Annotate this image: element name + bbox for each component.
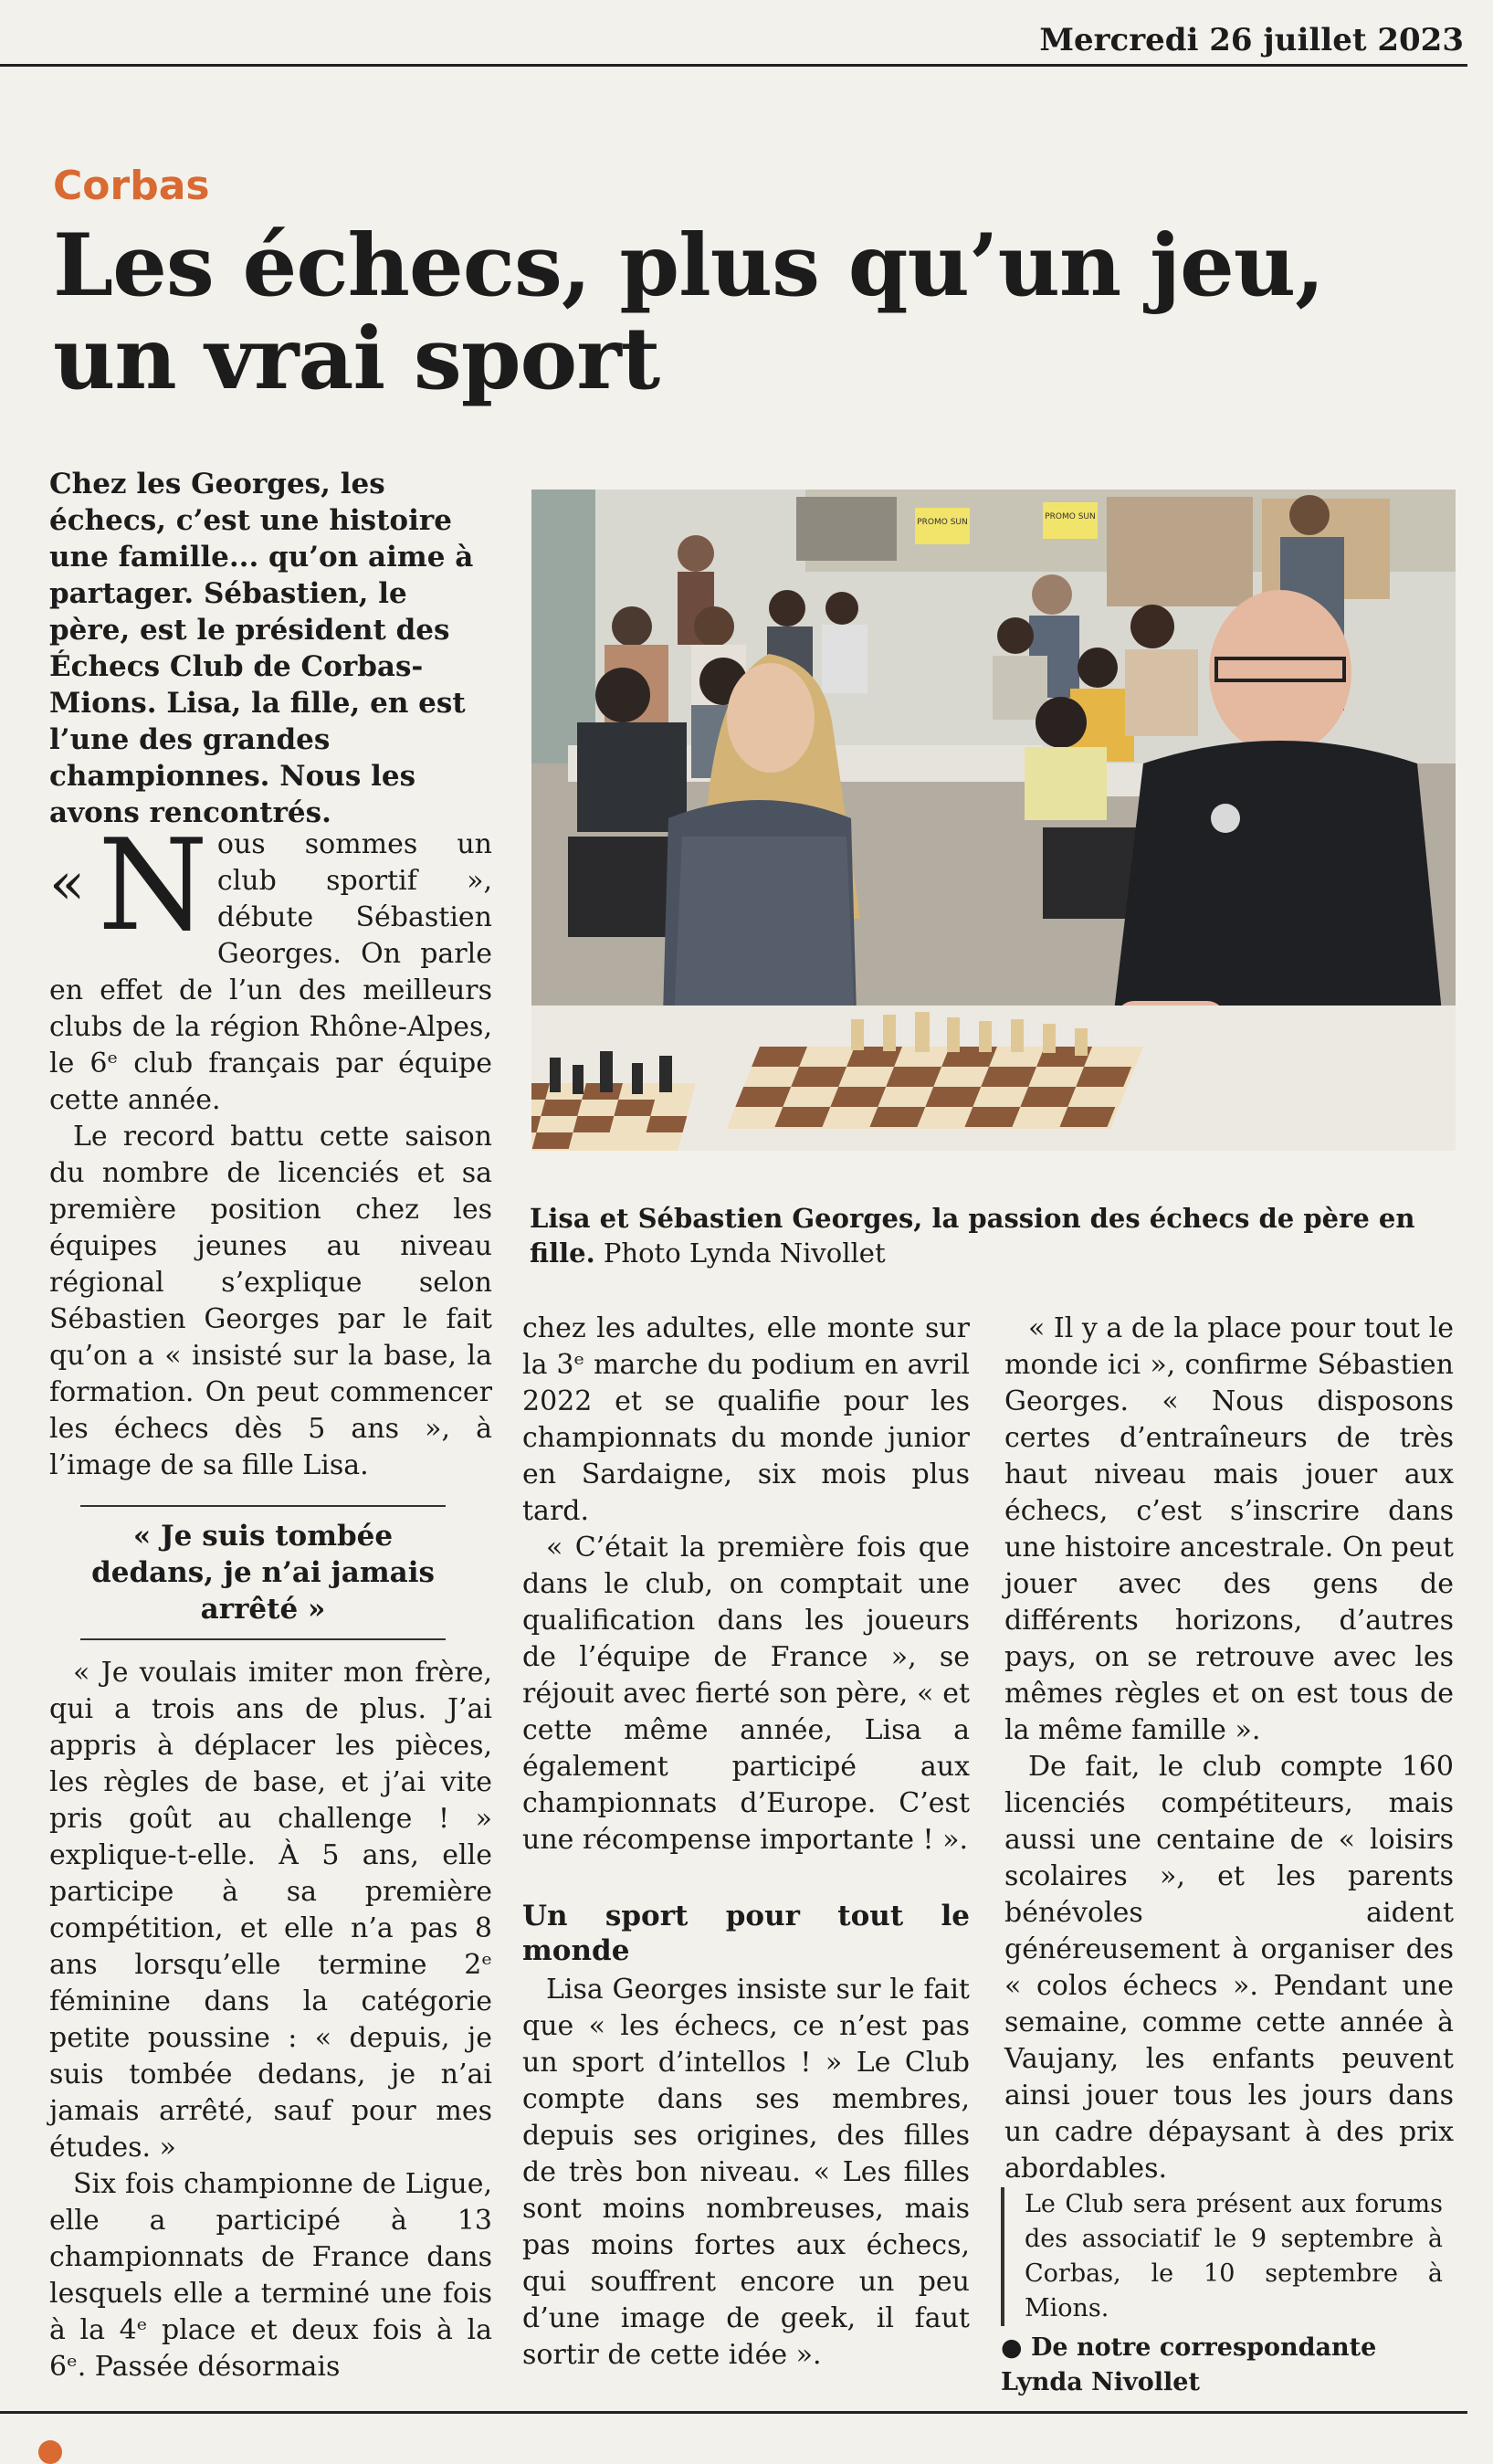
column-1-bottom — [49, 1655, 492, 2385]
section-subhead: Un sport pour tout le monde — [522, 1900, 970, 1967]
caption-text: Lisa et Sébastien Georges, la passion des échecs de père en fille. — [530, 1203, 1415, 1269]
section-kicker: Corbas — [53, 163, 210, 209]
signature-role: ● De notre correspondante — [1001, 2333, 1377, 2362]
photo-caption — [530, 1201, 1456, 1270]
issue-date: Mercredi 26 juillet 2023 — [1039, 22, 1464, 58]
article-photo — [531, 490, 1456, 1151]
column-2 — [522, 1311, 970, 2374]
paragraph: chez les adultes, elle monte sur la 3ᵉ marche du podium en avril 2022 et se qualifie pour les championnats du monde junior en Sardaigne, six mois plus tard. — [522, 1312, 970, 1527]
paragraph: Le record battu cette saison du nombre de licenciés et sa première position chez les équipes jeunes au niveau régional s’explique selon Sébastien Georges par le fait qu’on a « insisté sur la base, la formation. On peut commencer les échecs dès 5 ans », à l’image de sa fille Lisa. — [49, 1121, 492, 1481]
paragraph: Lisa Georges insiste sur le fait que « les échecs, ce n’est pas un sport d’intellos ! » Le Club compte dans ses membres, depuis ses origines, des filles de très bon niveau. « Les filles sont moins nombreuses, mais pas moins fortes aux échecs, qui souffrent encore un peu d’une image de geek, il faut sortir de cette idée ». — [522, 1974, 970, 2371]
footer-rule — [0, 2411, 1467, 2414]
header-rule — [0, 64, 1467, 67]
paragraph: Six fois championne de Ligue, elle a participé à 13 championnats de France dans lesquels elle a terminé une fois à la 4ᵉ place et deux fois à la 6ᵉ. Passée désormais — [49, 2168, 492, 2383]
info-box: Le Club sera présent aux forums des associatif le 9 septembre à Corbas, le 10 septembre à Mions. — [1001, 2187, 1443, 2326]
article-opening-paragraph — [49, 812, 492, 1119]
footer-dot-icon — [38, 2440, 62, 2464]
article-headline: Les échecs, plus qu’un jeu, un vrai sport — [53, 216, 1324, 409]
article-lead: Chez les Georges, les échecs, c’est une histoire une famille... qu’on aime à partager. Sébastien, le père, est le président des Échecs Club de Corbas-Mions. Lisa, la fille, en est l’une des grandes championnes. Nous les avons rencontrés. — [49, 468, 474, 829]
column-1-top — [49, 812, 492, 1484]
signature-name: Lynda Nivollet — [1001, 2368, 1200, 2396]
paragraph: De fait, le club compte 160 licenciés compétiteurs, mais aussi une centaine de « loisirs scolaires », et les parents bénévoles aident généreusement à organiser des « colos échecs ». Pendant une semaine, comme cette année à Vaujany, les enfants peuvent ainsi jouer tous les jours dans un cadre dépaysant à des prix abordables. — [1004, 1751, 1454, 2185]
paragraph: « Je voulais imiter mon frère, qui a trois ans de plus. J’ai appris à déplacer les pièces, les règles de base, et j’ai vite pris goût au challenge ! » explique-t-elle. À 5 ans, elle participe à sa première compétition, et elle n’a pas 8 ans lorsqu’elle termine 2ᵉ féminine dans la catégorie petite poussine : « depuis, je suis tombée dedans, je n’ai jamais arrêté, sauf pour mes études. » — [49, 1657, 492, 2164]
paragraph: « Il y a de la place pour tout le monde ici », confirme Sébastien Georges. « Nous disposons certes d’entraîneurs de très haut niveau mais jouer aux échecs, c’est s’inscrire dans une histoire ancestrale. On peut jouer avec des gens de différents horizons, d’autres pays, on se retrouve avec les mêmes règles et on est tous de la même famille ». — [1004, 1312, 1454, 1746]
opening-text: ous sommes un club sportif », débute Sébastien Georges. On parle en effet de l’un des meilleurs clubs de la région Rhône-Alpes, le 6ᵉ club français par équipe cette année. — [49, 828, 492, 1116]
paragraph: « C’était la première fois que dans le club, on comptait une qualification dans les joueurs de l’équipe de France », se réjouit avec fierté son père, « et cette même année, Lisa a également participé aux championnats d’Europe. C’est une récompense importante ! ». — [522, 1532, 970, 1856]
poster-label: PROMO SUN — [1045, 512, 1096, 521]
author-signature — [1001, 2331, 1457, 2400]
opening-guillemet: « — [49, 850, 86, 918]
photo-illustration — [531, 490, 1456, 1151]
poster-label: PROMO SUN — [917, 518, 968, 527]
drop-cap: N — [98, 812, 208, 959]
photo-credit: Photo Lynda Nivollet — [603, 1237, 886, 1269]
pull-quote: « Je suis tombée dedans, je n’ai jamais arrêté » — [80, 1505, 446, 1640]
column-3 — [1004, 1311, 1454, 2187]
